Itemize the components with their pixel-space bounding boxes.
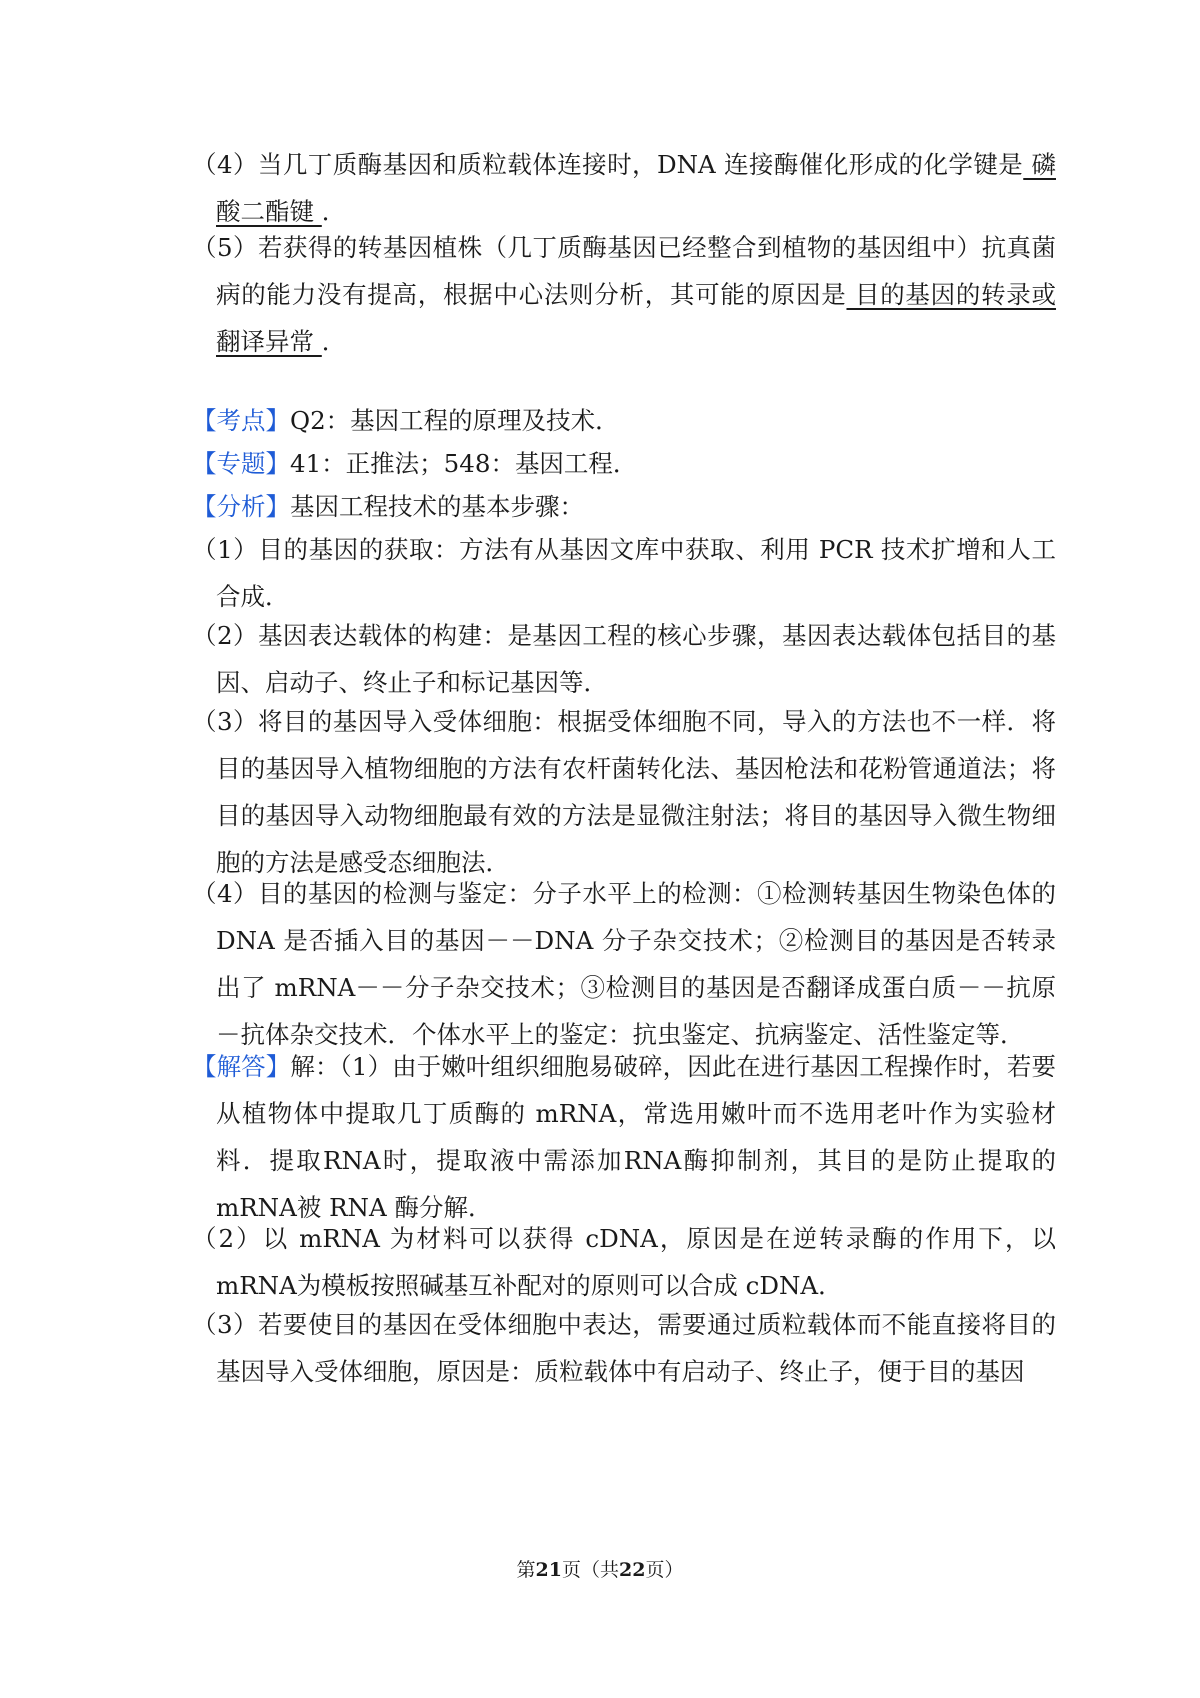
kaodian-line (192, 397, 1032, 444)
jieda-step-3: （3）若要使目的基因在受体细胞中表达，需要通过质粒载体而不能直接将目的基因导入受体细胞，原因是：质粒载体中有启动子、终止子，便于目的基因 (192, 1310, 1056, 1386)
fenxi-tag: 【分析】 (192, 492, 290, 521)
jieda-text: 解：（1）由于嫩叶组织细胞易破碎，因此在进行基因工程操作时，若要从植物体中提取几丁质酶的 mRNA，常选用嫩叶而不选用老叶作为实验材料．提取RNA时，提取液中需添加RNA酶抑制剂，其目的是防止提取的mRNA被 RNA 酶分解． (216, 1052, 1057, 1222)
fenxi-step-4: （4）目的基因的检测与鉴定：分子水平上的检测：①检测转基因生物染色体的 DNA 是否插入目的基因－－DNA 分子杂交技术；②检测目的基因是否转录出了 mRNA－－分子杂交技术；③检测目的基因是否翻译成蛋白质－－抗原－抗体杂交技术．个体水平上的鉴定：抗虫鉴定、抗病鉴定、活性鉴定等． (192, 879, 1056, 1049)
fenxi-line (192, 483, 1032, 530)
fenxi-text: 基因工程技术的基本步骤： (290, 492, 584, 521)
fenxi-step-2: （2）基因表达载体的构建：是基因工程的核心步骤，基因表达载体包括目的基因、启动子、终止子和标记基因等． (192, 621, 1056, 697)
kaodian-tag: 【考点】 (192, 406, 290, 435)
zhuanti-text: 41：正推法；548：基因工程． (290, 449, 638, 478)
page-total: 22 (619, 1559, 646, 1581)
page-footer: 第21页（共22页） (516, 1559, 684, 1581)
fenxi-step-3: （3）将目的基因导入受体细胞：根据受体细胞不同，导入的方法也不一样．将目的基因导入植物细胞的方法有农杆菌转化法、基因枪法和花粉管通道法；将目的基因导入动物细胞最有效的方法是显微注射法；将目的基因导入微生物细胞的方法是感受态细胞法． (192, 707, 1056, 877)
answer-blank-5: 目的基因的转录或翻译异常 (216, 280, 1057, 356)
question-4: （4）当几丁质酶基因和质粒载体连接时，DNA 连接酶催化形成的化学键是 磷酸二酯键 ． (192, 150, 1056, 226)
question-5: （5）若获得的转基因植株（几丁质酶基因已经整合到植物的基因组中）抗真菌病的能力没有提高，根据中心法则分析，其可能的原因是 目的基因的转录或翻译异常 ． (192, 233, 1057, 356)
jieda-tag: 【解答】 (192, 1052, 291, 1081)
jieda-step-2: （2）以 mRNA 为材料可以获得 cDNA，原因是在逆转录酶的作用下，以 mRNA为模板按照碱基互补配对的原则可以合成 cDNA． (192, 1224, 1056, 1300)
kaodian-text: Q2：基因工程的原理及技术． (290, 406, 620, 435)
zhuanti-tag: 【专题】 (192, 449, 290, 478)
fenxi-step-1: （1）目的基因的获取：方法有从基因文库中获取、利用 PCR 技术扩增和人工合成． (192, 535, 1056, 611)
zhuanti-line (192, 440, 1032, 487)
page-number: 21 (535, 1559, 562, 1581)
jieda-line (192, 1043, 1056, 1231)
answer-blank-4: 磷酸二酯键 (216, 150, 1056, 226)
